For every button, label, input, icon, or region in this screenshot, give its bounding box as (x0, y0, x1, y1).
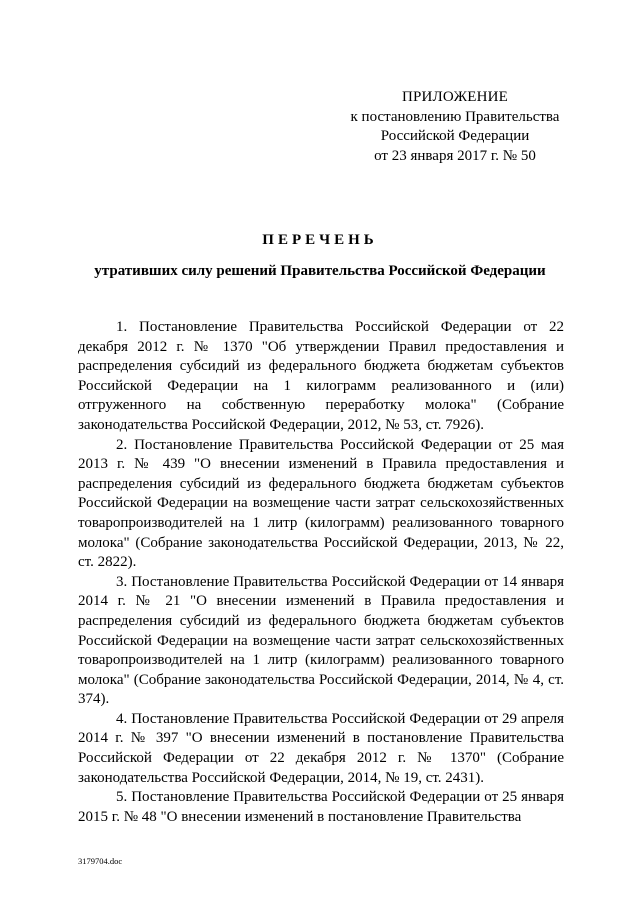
file-name-footer: 3179704.doc (78, 856, 123, 866)
appendix-line-2: Российской Федерации (380, 128, 530, 144)
list-item-4: 4. Постановление Правительства Российской Федерации от 29 апреля 2014 г. № 397 "О внесении изменений в постановление Правительства Российской Федерации от 22 декабря 2012 г. № 1370" (Собрание законодательства Российской Федерации, 2014, № 19, ст. 2431). (78, 710, 564, 786)
list-item-2: 2. Постановление Правительства Российской Федерации от 25 мая 2013 г. № 439 "О внесении изменений в Правила предоставления и распределения субсидий из федерального бюджета бюджетам субъектов Российской Федерации на возмещение части затрат сельскохозяйственных товаропроизводителей на 1 литр (килограмм) реализованного товарного молока" (Собрание законодательства Российской Федерации, 2013, № 22, ст. 2822). (78, 436, 564, 571)
appendix-block (330, 88, 580, 166)
document-body (78, 318, 564, 827)
appendix-line-3: от 23 января 2017 г. № 50 (374, 147, 536, 164)
appendix-title: ПРИЛОЖЕНИЕ (401, 89, 509, 105)
appendix-line-1: к постановлению Правительства (350, 108, 560, 125)
list-item-1: 1. Постановление Правительства Российской Федерации от 22 декабря 2012 г. № 1370 "Об утверждении Правил предоставления и распределения субсидий из федерального бюджета бюджетам субъектов Российской Федерации на 1 килограмм реализованного и (или) отгруженного на собственную переработку молока" (Собрание законодательства Российской Федерации, 2012, № 53, ст. 7926). (78, 319, 564, 433)
document-subheading: утративших силу решений Правительства Российской Федерации (94, 263, 546, 279)
document-heading: ПЕРЕЧЕНЬ (262, 232, 378, 248)
list-item-3: 3. Постановление Правительства Российской Федерации от 14 января 2014 г. № 21 "О внесении изменений в Правила предоставления и распределения субсидий из федерального бюджета бюджетам субъектов Российской Федерации на возмещение части затрат сельскохозяйственных товаропроизводителей на 1 литр (килограмм) реализованного товарного молока" (Собрание законодательства Российской Федерации, 2014, № 4, ст. 374). (78, 573, 564, 708)
list-item-5: 5. Постановление Правительства Российской Федерации от 25 января 2015 г. № 48 "О внесении изменений в постановление Правительства (78, 789, 564, 825)
